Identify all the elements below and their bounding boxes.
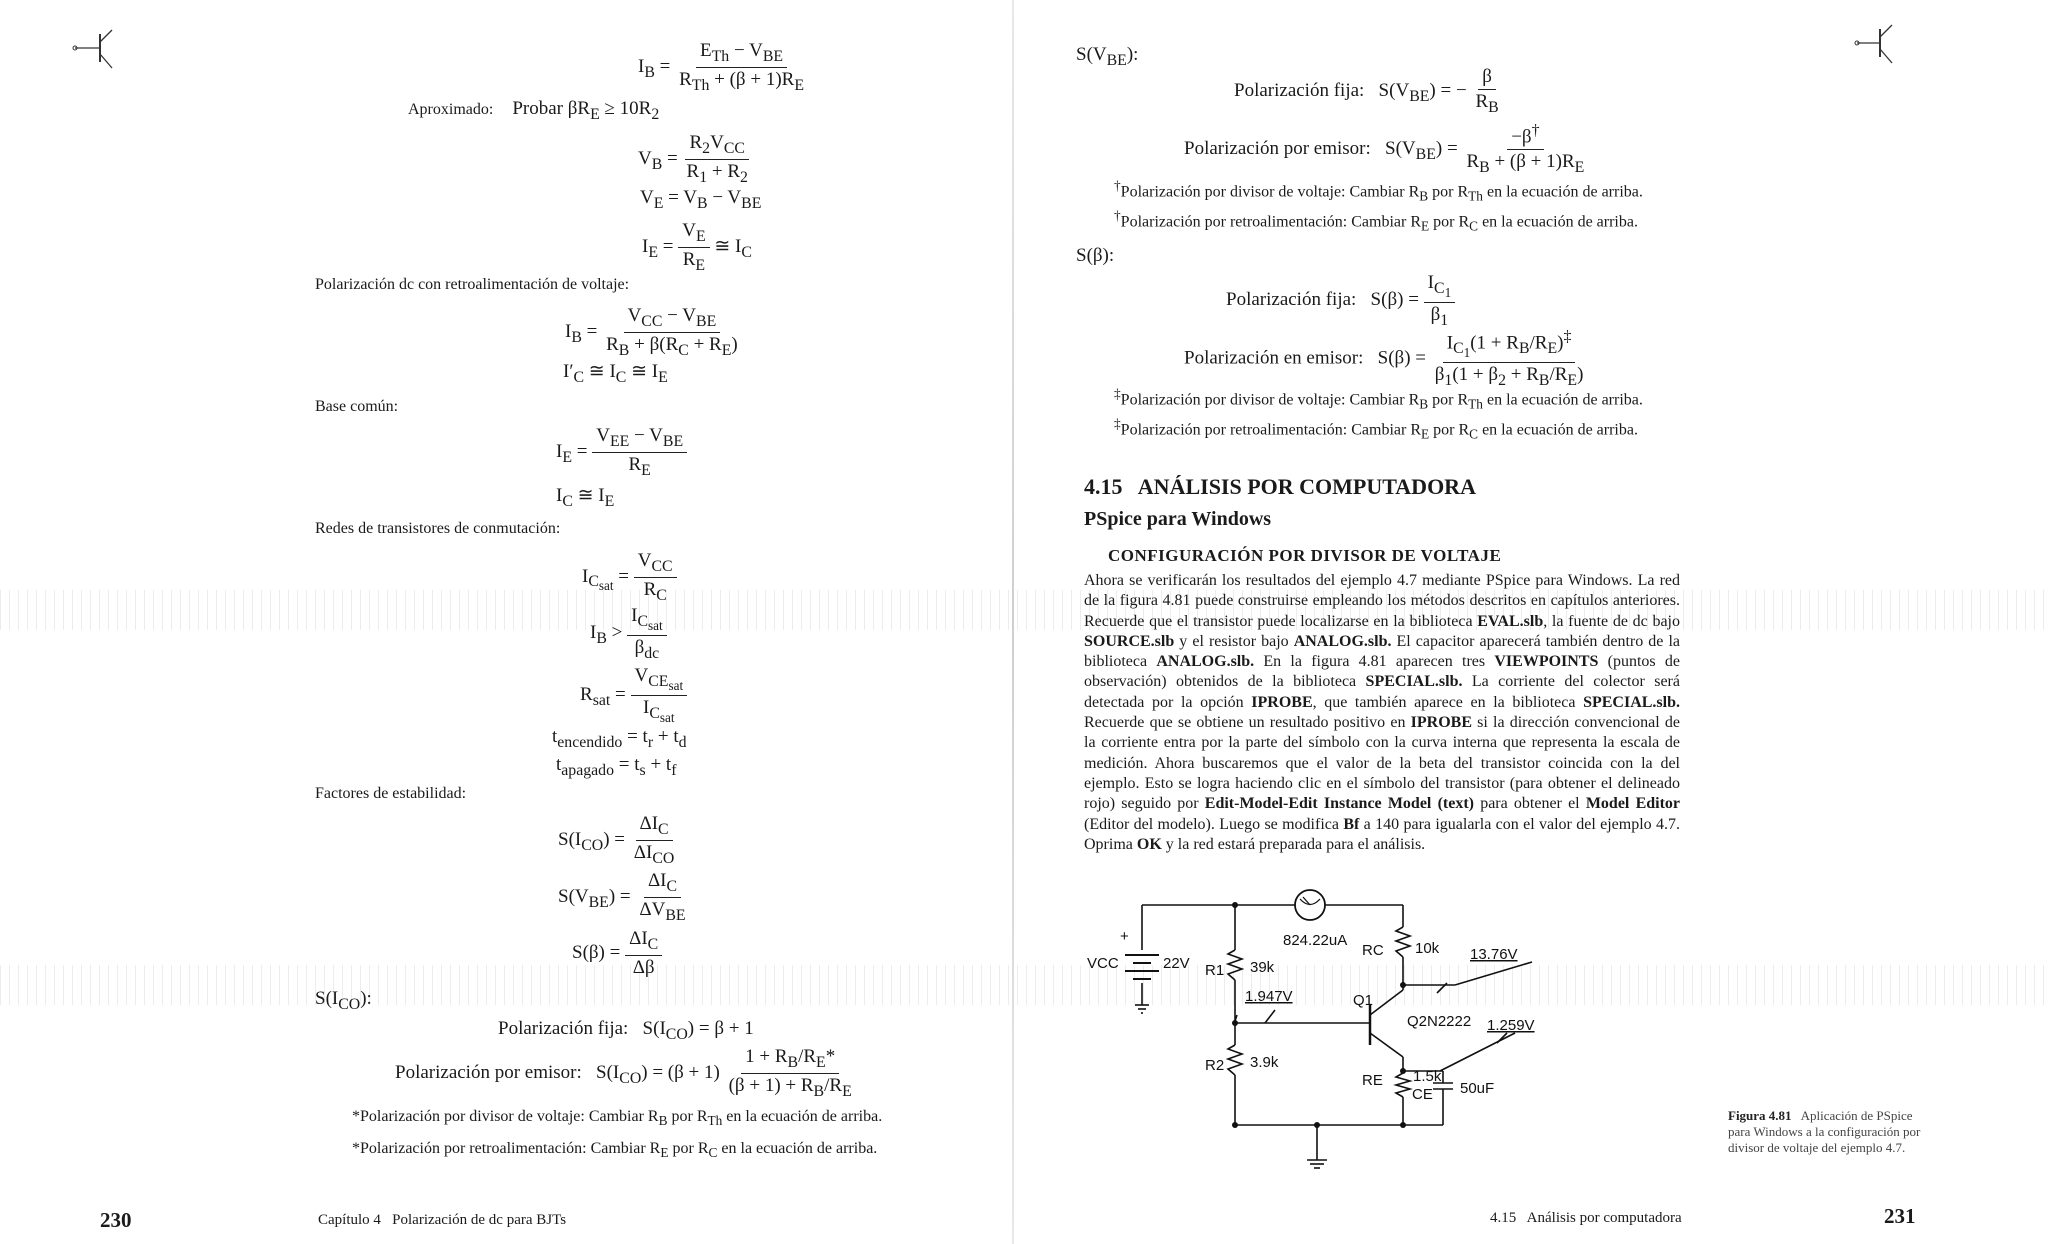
rc-value: 10k xyxy=(1415,940,1440,957)
section-conmutacion: Redes de transistores de conmutación: xyxy=(315,520,561,537)
vcc-value: 22V xyxy=(1163,955,1190,972)
transistor-corner-icon xyxy=(1852,15,1902,75)
eq-ib-switch: $I_B$ > $\frac{I_{C_{sat}}}{\beta_{dc}}$ xyxy=(590,605,667,663)
viewpoint-collector: 13.76V xyxy=(1470,946,1518,963)
r1-value: 39k xyxy=(1250,959,1275,976)
figure-caption xyxy=(1728,1108,1928,1156)
r2-value: 3.9k xyxy=(1250,1054,1279,1071)
footnote-divisor: *Polarización por divisor de voltaje: Cambiar $R_B$ por $R_{Th}$ en la ecuación de arriba. xyxy=(352,1108,883,1129)
subsection-heading: PSpice para Windows xyxy=(1084,508,1272,530)
eq-vb: $V_B$ = $\frac{R_2V_{CC}}{R_1 + R_2}$ xyxy=(638,132,748,186)
eq-pol-emisor-ico: Polarización por emisor: $S(I_{CO}) = (\beta + 1)$ $\frac{1 + R_B/R_E*}{(\beta + 1) + R_B/R_E}$ xyxy=(395,1046,852,1100)
r1-label: R1 xyxy=(1205,962,1225,979)
footnote-retro: *Polarización por retroalimentación: Cambiar $R_E$ por $R_C$ en la ecuación de arriba. xyxy=(352,1140,878,1161)
eq-t-on: $t_{encendido} = t_r + t_d$ xyxy=(552,726,687,751)
section-heading xyxy=(1084,474,1476,500)
transistor-corner-icon xyxy=(70,20,120,80)
sico-heading: $S(I_{CO})$: xyxy=(315,988,372,1013)
eq-s-ico: $S(I_{CO})$ = $\frac{\Delta I_C}{\Delta I_{CO}}$ xyxy=(558,813,675,867)
section-base-comun: Base común: xyxy=(315,398,399,415)
vcc-plus: + xyxy=(1120,928,1129,945)
eq-sbeta-emisor: Polarización en emisor: S(β) = $\frac{I_{C_1}(1 + R_B/R_E)^\ddagger}{\beta_1(1 + \beta_2 + R_B/R_E)}$ xyxy=(1184,328,1584,390)
ce-value: 50uF xyxy=(1460,1080,1495,1097)
q1-label: Q1 xyxy=(1353,992,1374,1009)
re-label: RE xyxy=(1362,1072,1383,1089)
figure-caption-text: Aplicación de PSpice para Windows a la configuración por divisor de voltaje del ejemplo 4.7. xyxy=(1728,1108,1921,1155)
eq-ic-retro: $I'_C$ ≅ $I_C$ ≅ $I_E$ xyxy=(563,361,668,386)
body-paragraph: Ahora se verificarán los resultados del ejemplo 4.7 mediante PSpice para Windows. La red de la figura 4.81 puede construirse empleando los métodos descritos en capítulos anteriores. Recuerde que el transistor puede localizarse en la biblioteca EVAL.slb, la fuente de dc bajo SOURCE.slb y el resistor bajo ANALOG.slb. El capacitor aparecerá también dentro de la biblioteca ANALOG.slb. En la figura 4.81 aparecen tres VIEWPOINTS (puntos de observación) obtenidos de la biblioteca SPECIAL.slb. La corriente del colector será detectada por la opción IPROBE, que también aparece en la biblioteca SPECIAL.slb. Recuerde que se obtiene un resultado positivo en IPROBE si la dirección convencional de la corriente entra por la parte del símbolo con la curva interna que representa la escala de medición. Ahora buscaremos que el valor de la beta del transistor coincida con la del ejemplo. Esto se logra haciendo clic en el símbolo del transistor (para obtener el delineado rojo) seguido por Edit-Model-Edit Instance Model (text) para obtener el Model Editor (Editor del modelo). Luego se modifica Bf a 140 para igualarla con el valor del ejemplo 4.7. Oprima OK y la red estará preparada para el análisis. xyxy=(1084,572,1681,853)
figure-caption-number: Figura 4.81 xyxy=(1728,1108,1792,1123)
rc-label: RC xyxy=(1362,942,1384,959)
footnote-ddagger-divisor: ‡Polarización por divisor de voltaje: Cambiar $R_B$ por $R_{Th}$ en la ecuación de arriba. xyxy=(1114,386,1643,412)
eq-sbeta-fija: Polarización fija: S(β) = $\frac{I_{C_1}}{\beta_1}$ xyxy=(1226,272,1455,330)
footnote-dagger-divisor: †Polarización por divisor de voltaje: Cambiar $R_B$ por $R_{Th}$ en la ecuación de arriba. xyxy=(1114,178,1643,204)
viewpoint-emitter: 1.259V xyxy=(1487,1017,1535,1034)
section-estabilidad: Factores de estabilidad: xyxy=(315,785,467,802)
r2-label: R2 xyxy=(1205,1057,1225,1074)
eq-ve: $V_E = V_B - V_{BE}$ xyxy=(640,187,762,212)
eq-rsat: $R_{sat}$ = $\frac{V_{CE_{sat}}}{I_{C_{sat}}}$ xyxy=(580,665,687,726)
pspice-circuit-schematic xyxy=(1085,875,1560,1180)
footnote-dagger-retro: †Polarización por retroalimentación: Cambiar $R_E$ por $R_C$ en la ecuación de arriba. xyxy=(1114,208,1638,234)
eq-ib-retro: $I_B$ = $\frac{V_{CC} - V_{BE}}{R_B + \beta(R_C + R_E)}$ xyxy=(565,305,738,359)
page-number-right: 231 xyxy=(1884,1204,1916,1228)
sbeta-heading: S(β): xyxy=(1076,245,1115,266)
subsubsection-heading: CONFIGURACIÓN POR DIVISOR DE VOLTAJE xyxy=(1108,546,1502,565)
scan-noise-band xyxy=(0,965,2048,1005)
section-retroalimentacion: Polarización dc con retroalimentación de voltaje: xyxy=(315,276,630,293)
eq-svbe-emisor: Polarización por emisor: $S(V_{BE})$ = $\frac{-\beta^\dagger}{R_B + (\beta + 1)R_E}$ xyxy=(1184,122,1585,177)
eq-s-beta: S(β) = $\frac{\Delta I_C}{\Delta\beta}$ xyxy=(572,928,662,979)
ce-label: CE xyxy=(1412,1086,1433,1103)
aprox-line: Aproximado: Probar $\beta R_E \ge 10R_2$ xyxy=(408,98,660,123)
q1-model: Q2N2222 xyxy=(1407,1013,1472,1030)
svbe-heading: $S(V_{BE})$: xyxy=(1076,44,1139,69)
section-title: ANÁLISIS POR COMPUTADORA xyxy=(1137,474,1476,499)
eq-icsat: $I_{C_{sat}}$ = $\frac{V_{CC}}{R_C}$ xyxy=(582,550,677,605)
page-number-left: 230 xyxy=(100,1208,132,1232)
running-footer-right: 4.15 Análisis por computadora xyxy=(1490,1210,1682,1226)
eq-pol-fija-ico: Polarización fija: $S(I_{CO}) = \beta + 1$ xyxy=(498,1018,754,1043)
running-footer-left: Capítulo 4 Polarización de dc para BJTs xyxy=(318,1212,567,1228)
eq-svbe-fija: Polarización fija: $S(V_{BE})$ = − $\frac{\beta}{R_B}$ xyxy=(1234,66,1499,116)
viewpoint-base: 1.947V xyxy=(1245,988,1293,1005)
section-number: 4.15 xyxy=(1084,474,1123,499)
eq-ie: $I_E$ = $\frac{V_E}{R_E}$ ≅ $I_C$ xyxy=(642,220,752,274)
eq-ie-base: $I_E$ = $\frac{V_{EE} - V_{BE}}{R_E}$ xyxy=(556,425,687,480)
eq-ib-fixed: $I_B$ = $\frac{E_{Th} - V_{BE}}{R_{Th} + (\beta + 1)R_E}$ xyxy=(638,40,804,94)
scan-noise-band xyxy=(0,590,2048,630)
footnote-ddagger-retro: ‡Polarización por retroalimentación: Cambiar $R_E$ por $R_C$ en la ecuación de arriba. xyxy=(1114,416,1638,442)
vcc-label: VCC xyxy=(1087,955,1119,972)
eq-ic-base: $I_C$ ≅ $I_E$ xyxy=(556,485,615,510)
re-value: 1.5k xyxy=(1413,1068,1442,1085)
eq-s-vbe: $S(V_{BE})$ = $\frac{\Delta I_C}{\Delta V_{BE}}$ xyxy=(558,870,686,924)
eq-t-off: $t_{apagado} = t_s + t_f$ xyxy=(556,754,677,779)
iprobe-value: 824.22uA xyxy=(1283,932,1348,949)
